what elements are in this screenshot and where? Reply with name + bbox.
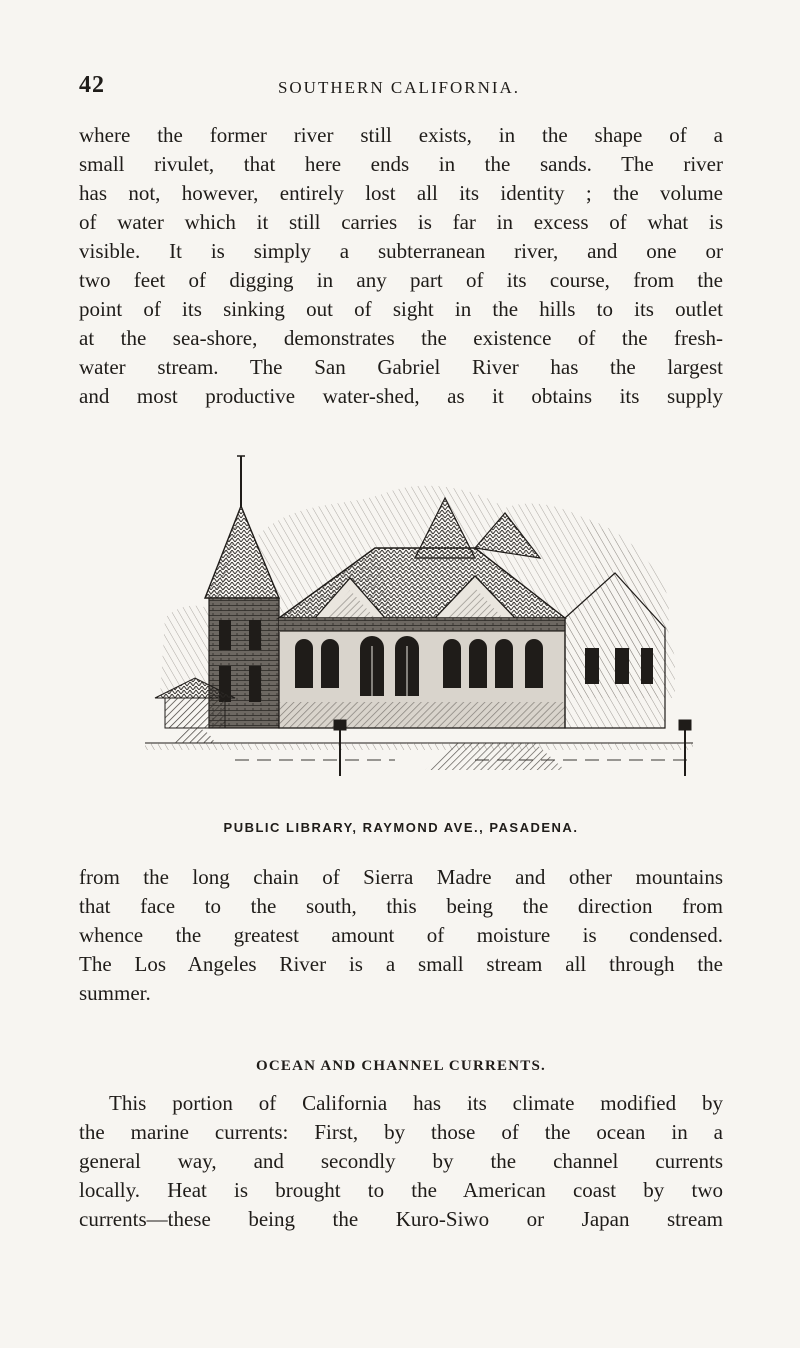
text-line: whence the greatest amount of moisture is condensed. <box>79 923 723 947</box>
text-line: visible. It is simply a subterranean river, and one or <box>79 239 723 263</box>
text-line: summer. <box>79 981 151 1005</box>
text-line: This portion of California has its climate modified by <box>109 1091 723 1115</box>
text-line: where the former river still exists, in the shape of a <box>79 123 723 147</box>
facade <box>279 618 565 728</box>
text-line: two feet of digging in any part of its course, from the <box>79 268 723 292</box>
text-line: has not, however, entirely lost all its identity ; the volume <box>79 181 723 205</box>
text-line: that face to the south, this being the direction from <box>79 894 723 918</box>
text-line: The Los Angeles River is a small stream all through the <box>79 952 723 976</box>
text-line: general way, and secondly by the channel currents <box>79 1149 723 1173</box>
page-header <box>79 72 719 108</box>
paragraph-3 <box>79 1089 723 1234</box>
paragraph-2 <box>79 863 723 1008</box>
text-line: at the sea-shore, demonstrates the existence of the fresh- <box>79 326 723 350</box>
text-line: from the long chain of Sierra Madre and other mountains <box>79 865 723 889</box>
paragraph-1 <box>79 121 723 411</box>
text-line: the marine currents: First, by those of the ocean in a <box>79 1120 723 1144</box>
text-line: point of its sinking out of sight in the hills to its outlet <box>79 297 723 321</box>
text-line: locally. Heat is brought to the American coast by two <box>79 1178 723 1202</box>
text-line: of water which it still carries is far in excess of what is <box>79 210 723 234</box>
text-line: and most productive water-shed, as it obtains its supply <box>79 384 723 408</box>
running-title: SOUTHERN CALIFORNIA. <box>277 78 521 97</box>
page-number: 42 <box>79 72 105 98</box>
ground <box>145 743 693 770</box>
text-line: water stream. The San Gabriel River has the largest <box>79 355 723 379</box>
text-line: small rivulet, that here ends in the sands. The river <box>79 152 723 176</box>
text-line: currents—these being the Kuro-Siwo or Japan stream <box>79 1207 723 1231</box>
library-illustration <box>145 398 693 816</box>
section-heading: OCEAN AND CHANNEL CURRENTS. <box>256 1058 546 1074</box>
illustration-caption: PUBLIC LIBRARY, RAYMOND AVE., PASADENA. <box>223 820 579 835</box>
